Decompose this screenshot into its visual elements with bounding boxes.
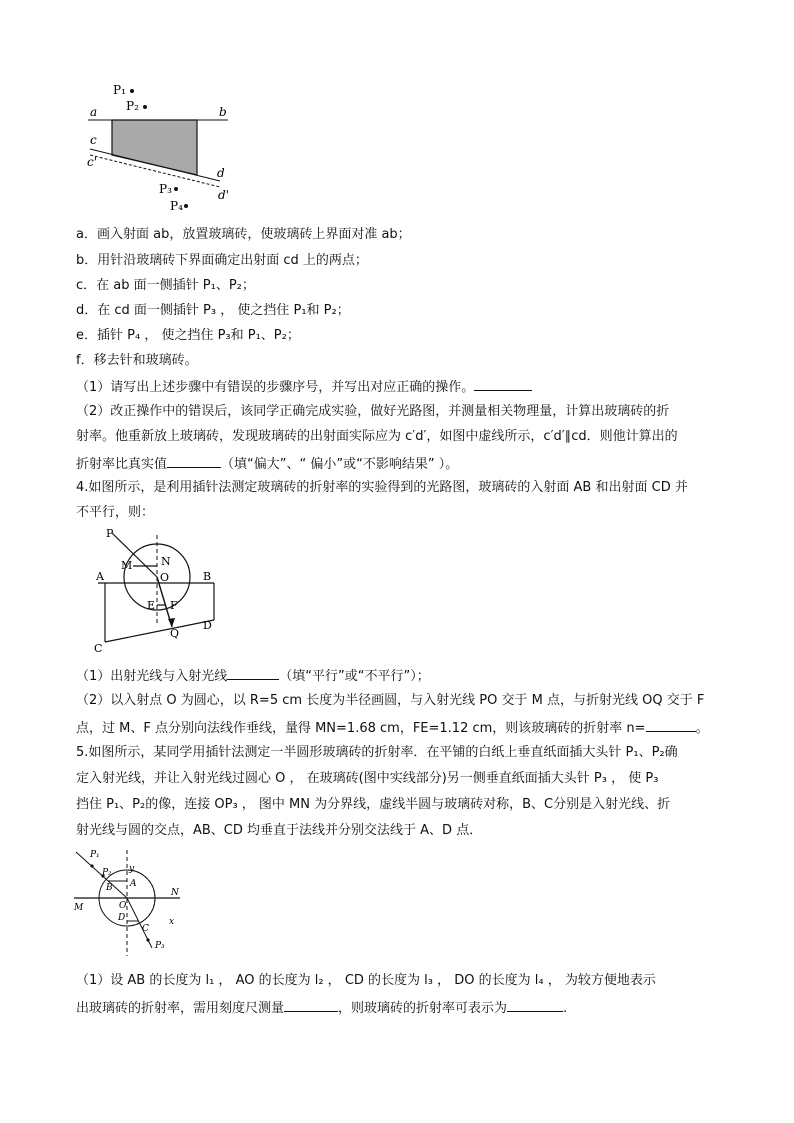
- q5-line4: 射光线与圆的交点，AB、CD 均垂直于法线并分别交法线于 A、D 点．: [76, 823, 483, 838]
- semicircle-figure: [72, 848, 192, 958]
- q4-part2-blank[interactable]: [646, 718, 696, 732]
- fig5-label-C: C: [142, 924, 149, 934]
- step-c: c．在 ab 面一侧插针 P₁、P₂；: [76, 278, 255, 293]
- step-b: b．用针沿玻璃砖下界面确定出射面 cd 上的两点；: [76, 253, 368, 268]
- q4-part1-text: （1）出射光线与入射光线: [76, 669, 228, 684]
- fig-label-O: O: [160, 571, 170, 584]
- fig-label-M: M: [121, 559, 133, 572]
- q4-part2-text: 点，过 M、F 点分别向法线作垂线，量得 MN=1.68 cm，FE=1.12 cm，则该玻璃砖的折射率 n=: [76, 721, 646, 736]
- label-c: c: [90, 133, 97, 147]
- fig-label-D: D: [203, 619, 212, 632]
- label-p4: P₄: [170, 199, 183, 213]
- fig5-label-y: y: [129, 864, 135, 874]
- fig-label-N: N: [161, 555, 171, 568]
- q3-part1-text: （1）请写出上述步骤中有错误的步骤序号，并写出对应正确的操作。: [76, 380, 475, 395]
- q5-line3: 挡住 P₁、P₂的像，连接 OP₃ ， 图中 MN 为分界线，虚线半圆与玻璃砖对称，B、C分别是入射光线、折: [76, 797, 671, 812]
- label-d-prime: d': [218, 188, 229, 202]
- fig5-label-x: x: [169, 917, 175, 927]
- q3-part2-text: 折射率比真实值: [76, 457, 168, 472]
- q3-part2-line1: （2）改正操作中的错误后，该同学正确完成实验，做好光路图，并测量相关物理量，计算出玻璃砖的折: [76, 404, 670, 419]
- q4-part1-blank[interactable]: [227, 666, 279, 680]
- label-p1: P₁: [113, 83, 126, 97]
- fig-label-C: C: [94, 642, 103, 655]
- step-f: f．移去针和玻璃砖。: [76, 353, 198, 368]
- label-a: a: [90, 105, 98, 119]
- step-a: a．画入射面 ab，放置玻璃砖，使玻璃砖上界面对准 ab；: [76, 227, 411, 242]
- fig-label-B: B: [203, 570, 212, 583]
- q3-part1-blank[interactable]: [474, 377, 532, 391]
- q4-part2-line1: （2）以入射点 O 为圆心，以 R=5 cm 长度为半径画圆，与入射光线 PO 交于 M 点，与折射光线 OQ 交于 F: [76, 693, 705, 708]
- q4-stem-line1: 4.如图所示，是利用插针法测定玻璃砖的折射率的实验得到的光路图，玻璃砖的入射面 AB 和出射面 CD 并: [76, 480, 688, 495]
- fig-label-P: P: [106, 527, 114, 540]
- q4-part2-line2: [76, 718, 709, 737]
- label-p3: P₃: [159, 182, 172, 196]
- label-p2: P₂: [126, 99, 139, 113]
- q5-part1-text: 出玻璃砖的折射率，需用刻度尺测量: [76, 1001, 285, 1016]
- q4-stem-line2: 不平行，则：: [76, 505, 155, 520]
- q3-part2-hint: （填“偏大”、“ 偏小”或“不影响结果” ）。: [221, 457, 459, 472]
- q4-part1-hint: （填“平行”或“不平行”）；: [279, 669, 430, 684]
- q3-part2-line2: 射率。他重新放上玻璃砖，发现玻璃砖的出射面实际应为 c′d′，如图中虚线所示，c′d′∥cd．则他计算出的: [76, 429, 678, 444]
- q5-part1-line2: [76, 998, 567, 1017]
- q5-line2: 定入射光线，并让入射光线过圆心 O ， 在玻璃砖(图中实线部分)另一侧垂直纸面插大头针 P₃ ， 使 P₃: [76, 771, 659, 786]
- fig5-label-P3: P₃: [155, 941, 165, 951]
- fig5-label-N: N: [171, 888, 179, 898]
- fig5-label-D: D: [118, 913, 126, 923]
- q5-part1-end: .: [563, 1001, 568, 1016]
- q3-part1: [76, 377, 532, 396]
- step-d: d．在 cd 面一侧插针 P₃ ， 使之挡住 P₁和 P₂；: [76, 303, 350, 318]
- fig5-label-B: B: [106, 883, 113, 893]
- fig5-label-A: A: [130, 879, 137, 889]
- q3-part2-line3: [76, 454, 458, 473]
- fig-label-A: A: [96, 570, 104, 583]
- label-c-prime: c': [87, 155, 98, 169]
- q5-index-blank[interactable]: [507, 998, 563, 1012]
- fig-label-Q: Q: [170, 627, 180, 640]
- fig5-label-P1: P₁: [90, 850, 100, 860]
- fig5-label-O: O: [119, 901, 127, 911]
- label-b: b: [219, 105, 227, 119]
- q5-line1: 5.如图所示，某同学用插针法测定一半圆形玻璃砖的折射率．在平铺的白纸上垂直纸面插大头针 P₁、P₂确: [76, 745, 678, 760]
- label-d: d: [217, 166, 225, 180]
- q5-measure-blank[interactable]: [284, 998, 338, 1012]
- fig-label-E: E: [147, 599, 156, 612]
- fig5-label-P2: P₂: [102, 868, 112, 878]
- q5-part1-text2: ，则玻璃砖的折射率可表示为: [338, 1001, 508, 1016]
- q4-part1: [76, 666, 430, 685]
- q3-part2-blank[interactable]: [167, 454, 221, 468]
- q5-part1-line1: （1）设 AB 的长度为 l₁ ， AO 的长度为 l₂ ， CD 的长度为 l₃ ， DO 的长度为 l₄ ， 为较方便地表示: [76, 973, 656, 988]
- refraction-figure: [90, 525, 230, 655]
- glass-slab-figure: [80, 80, 240, 215]
- fig-label-F: F: [170, 599, 178, 612]
- q4-part2-end: 。: [695, 721, 709, 736]
- step-e: e．插针 P₄ ， 使之挡住 P₃和 P₁、P₂；: [76, 328, 300, 343]
- fig5-label-M: M: [74, 903, 84, 913]
